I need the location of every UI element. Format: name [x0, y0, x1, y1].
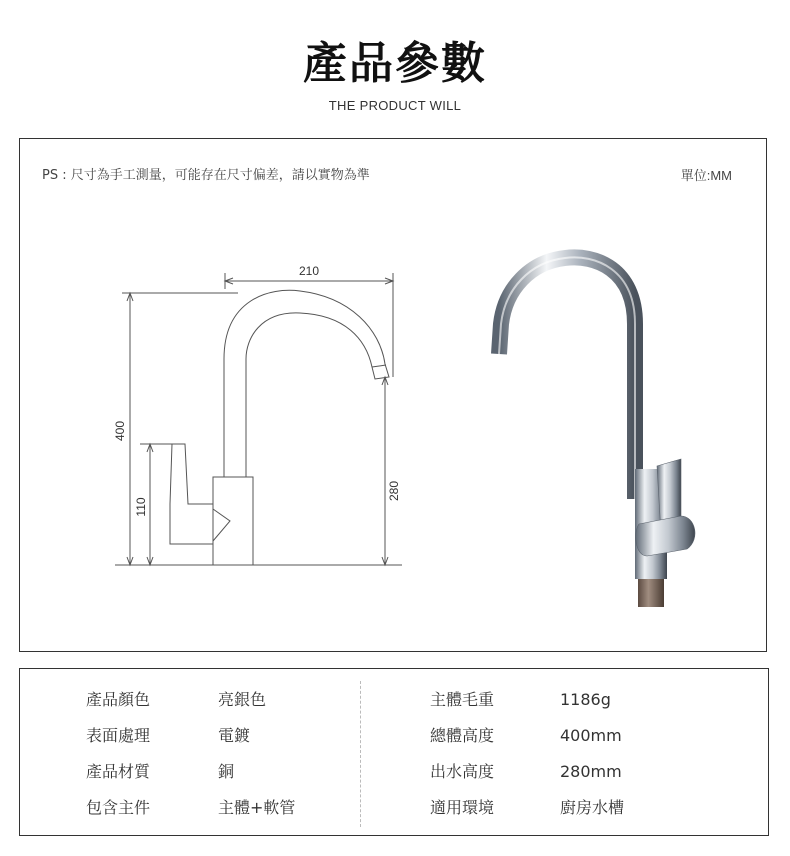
- param-label: 表面處理: [86, 726, 151, 745]
- param-label: 總體高度: [430, 726, 495, 745]
- dimension-panel: [19, 138, 767, 652]
- dim-total-height-label: 400: [113, 420, 127, 442]
- column-divider: [360, 681, 361, 827]
- param-value: 廚房水槽: [560, 798, 625, 817]
- unit-label: 單位:MM: [680, 168, 732, 183]
- param-label: 適用環境: [430, 798, 495, 817]
- dim-outlet-height-label: 280: [387, 480, 401, 502]
- param-label: 主體毛重: [430, 690, 495, 709]
- faucet-technical-drawing: [110, 259, 410, 579]
- param-label: 產品顏色: [86, 690, 151, 709]
- param-value: 400mm: [560, 726, 622, 745]
- page-subtitle: THE PRODUCT WILL: [328, 98, 462, 113]
- measurement-note: PS : 尺寸為手工測量，可能存在尺寸偏差，請以實物為準: [42, 168, 370, 183]
- param-value: 1186g: [560, 690, 611, 709]
- dim-width-label: 210: [298, 264, 320, 278]
- param-value: 280mm: [560, 762, 622, 781]
- dim-handle-height-label: 110: [134, 497, 148, 517]
- param-value: 電鍍: [218, 726, 251, 745]
- param-value: 主體+軟管: [218, 798, 296, 817]
- param-label: 出水高度: [430, 762, 495, 781]
- page-title: 產品參數: [303, 38, 487, 89]
- param-label: 包含主件: [86, 798, 151, 817]
- param-value: 銅: [218, 762, 235, 781]
- faucet-product-image: [475, 244, 705, 614]
- param-value: 亮銀色: [218, 690, 267, 709]
- parameter-table: [19, 668, 769, 836]
- param-label: 產品材質: [86, 762, 151, 781]
